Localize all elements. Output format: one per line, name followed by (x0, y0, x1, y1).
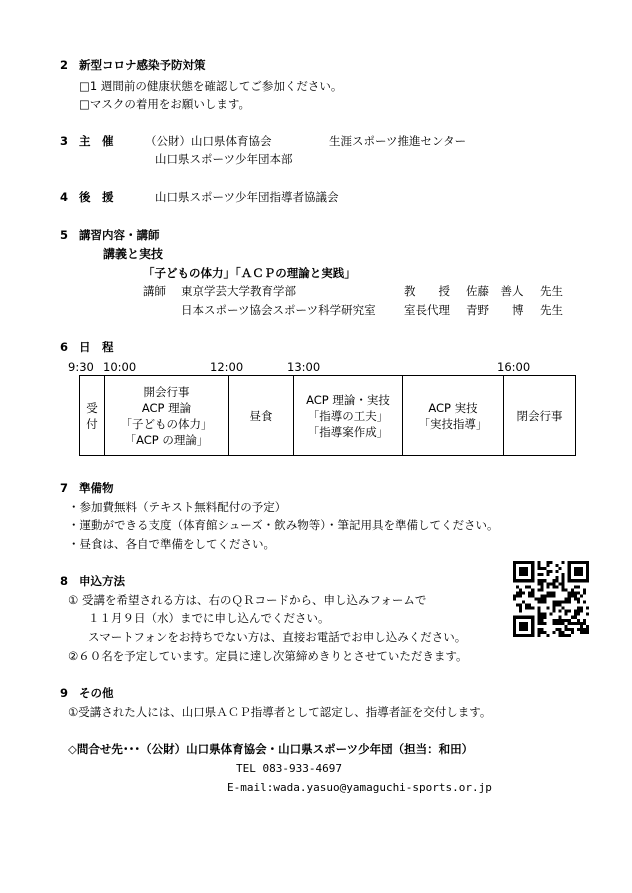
contact-heading: ◇問合せ先･･･（公財）山口県体育協会・山口県スポーツ少年団（担当：和田） (68, 742, 474, 756)
lecturer-2-affiliation: 日本スポーツ協会スポーツ科学研究室 (181, 303, 376, 317)
section-8-line-1: ① 受講を希望される方は、右のＱＲコードから、申し込みフォームで (68, 593, 427, 607)
section-7-title: 準備物 (79, 481, 114, 495)
schedule-cell-lunch (229, 376, 294, 456)
cell-line: 「指導の工夫」 (307, 408, 389, 423)
section-2-line-1: □1 週間前の健康状態を確認してご参加ください。 (79, 79, 343, 93)
schedule-cell-afternoon-1 (294, 376, 403, 456)
time-1300: 13:00 (287, 360, 321, 374)
cell-line: 「ACP の理論」 (124, 432, 209, 447)
section-8-line-2: １１月９日（水）までに申し込んでください。 (88, 611, 330, 625)
schedule-row (80, 376, 576, 456)
cell-line: ACP 理論 (141, 400, 192, 415)
qr-code-graphic (513, 561, 589, 637)
time-1000: 10:00 (103, 360, 137, 374)
cell-line: 閉会行事 (516, 408, 563, 423)
section-5-title: 講習内容・講師 (79, 228, 160, 242)
lecturer-1-position: 教 授 (404, 284, 450, 298)
lecture-topic: 「子どもの体力」「ＡＣＰの理論と実践」 (143, 266, 356, 280)
section-2-number: 2 (60, 58, 69, 72)
lecturer-2-name: 青野 博 (466, 303, 524, 317)
section-9-line: ①受講された人には、山口県ＡＣＰ指導者として認定し、指導者証を交付します。 (68, 705, 492, 719)
section-7-line-1: ・参加費無料（テキスト無料配付の予定） (68, 500, 287, 514)
cell-line: 「実技指導」 (418, 416, 488, 431)
time-0930: 9:30 (68, 360, 94, 374)
cell-line: ACP 理論・実技 (306, 392, 390, 407)
lecturer-label: 講師 (143, 284, 166, 298)
cell-line: 「子どもの体力」 (120, 416, 213, 431)
section-3-number: 3 (60, 134, 69, 148)
lecturer-1-affiliation: 東京学芸大学教育学部 (181, 284, 296, 298)
organizer-3: 山口県スポーツ少年団本部 (155, 152, 293, 166)
section-2-title: 新型コロナ感染予防対策 (79, 58, 206, 72)
section-4-number: 4 (60, 190, 69, 204)
section-8-title: 申込方法 (79, 574, 125, 588)
organizer-1: （公財）山口県体育協会 (145, 134, 272, 148)
contact-tel: TEL 083-933-4697 (236, 762, 342, 775)
cell-line: 昼食 (249, 408, 273, 423)
section-9-title: その他 (79, 686, 114, 700)
section-8-number: 8 (60, 574, 69, 588)
section-2-line-2: □マスクの着用をお願いします。 (79, 97, 250, 111)
section-5-number: 5 (60, 228, 69, 242)
schedule-cell-closing (504, 376, 576, 456)
time-1200: 12:00 (210, 360, 244, 374)
section-4-title: 後 援 (79, 190, 114, 204)
cell-line: 開会行事 (143, 384, 190, 399)
cell-line: 「指導案作成」 (307, 424, 389, 439)
section-5-subtitle: 講義と実技 (103, 247, 164, 261)
contact-email: E-mail:wada.yasuo@yamaguchi-sports.or.jp (227, 781, 492, 794)
section-7-line-2: ・運動ができる支度（体育館シューズ・飲み物等）・筆記用具を準備してください。 (68, 518, 499, 532)
lecturer-2-position: 室長代理 (404, 303, 450, 317)
schedule-cell-morning (105, 376, 229, 456)
cell-line: 付 (86, 416, 98, 431)
section-8-line-4: ②６０名を予定しています。定員に達し次第締めきりとさせていただきます。 (68, 649, 468, 663)
schedule-cell-afternoon-2 (403, 376, 504, 456)
time-1600: 16:00 (497, 360, 531, 374)
section-7-number: 7 (60, 481, 69, 495)
section-3-title: 主 催 (79, 134, 114, 148)
lecturer-2-honorific: 先生 (540, 303, 563, 317)
cell-line: 受 (86, 400, 98, 415)
qr-code[interactable] (513, 561, 589, 637)
schedule-table (79, 375, 576, 456)
organizer-2: 生涯スポーツ推進センター (329, 134, 467, 148)
sponsor: 山口県スポーツ少年団指導者協議会 (155, 190, 339, 204)
cell-line: ACP 実技 (428, 400, 478, 415)
section-9-number: 9 (60, 686, 69, 700)
schedule-cell-reception (80, 376, 105, 456)
section-7-line-3: ・昼食は、各自で準備をしてください。 (68, 537, 275, 551)
lecturer-1-name: 佐藤 善人 (466, 284, 524, 298)
section-8-line-3: スマートフォンをお持ちでない方は、直接お電話でお申し込みください。 (88, 630, 467, 644)
section-6-title: 日 程 (79, 340, 114, 354)
section-6-number: 6 (60, 340, 69, 354)
lecturer-1-honorific: 先生 (540, 284, 563, 298)
